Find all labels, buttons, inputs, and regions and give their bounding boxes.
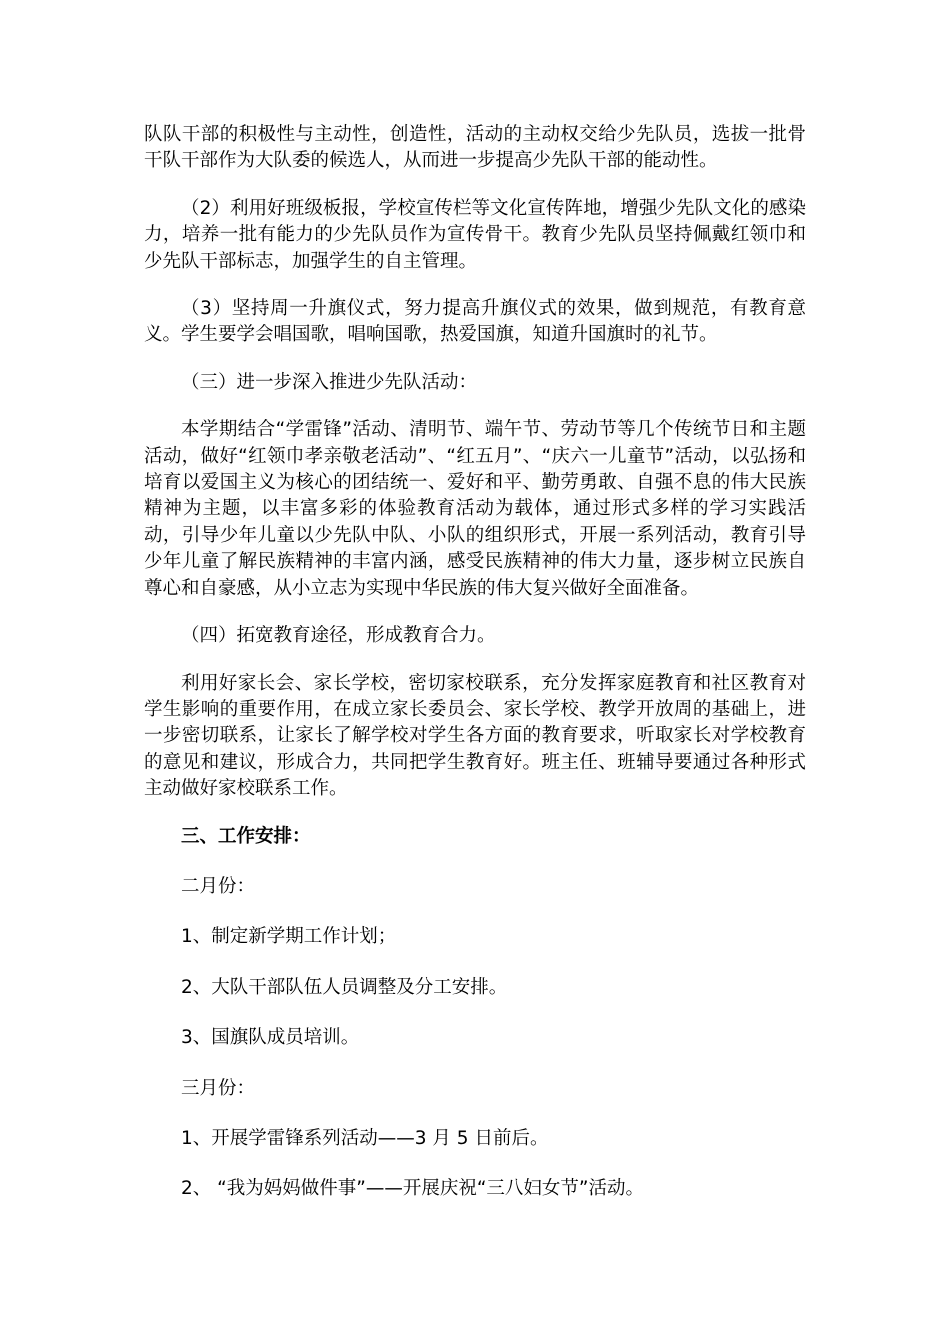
list-item: 3、国旗队成员培训。 xyxy=(181,1027,360,1049)
list-item: 1、开展学雷锋系列活动——3 月 5 日前后。 xyxy=(181,1127,549,1149)
paragraph-continuation: 队队干部的积极性与主动性，创造性，活动的主动权交给少先队员，选拔一批骨干队干部作为大队委的候选人，从而进一步提高少先队干部的能动性。 xyxy=(144,124,806,172)
paragraph-item-2: （2）利用好班级板报，学校宣传栏等文化宣传阵地，增强少先队文化的感染力，培养一批有能力的少先队员作为宣传骨干。教育少先队员坚持佩戴红领巾和少先队干部标志，加强学生的自主管理。 xyxy=(144,197,806,272)
list-item: 2、大队干部队伍人员调整及分工安排。 xyxy=(181,976,508,998)
month-heading-march: 三月份： xyxy=(181,1077,256,1099)
list-item: 1、制定新学期工作计划； xyxy=(181,926,397,948)
document-page xyxy=(144,122,806,1203)
section-heading-4: （四）拓宽教育途径，形成教育合力。 xyxy=(181,625,496,647)
list-item: 2、 “我为妈妈做件事”——开展庆祝“三八妇女节”活动。 xyxy=(181,1178,644,1200)
paragraph-item-3: （3）坚持周一升旗仪式，努力提高升旗仪式的效果，做到规范，有教育意义。学生要学会唱国歌，唱响国歌，热爱国旗，知道升国旗时的礼节。 xyxy=(144,298,806,346)
month-heading-february: 二月份： xyxy=(181,875,256,897)
section-heading-work-schedule: 三、工作安排： xyxy=(181,825,311,847)
paragraph-home-school: 利用好家长会、家长学校，密切家校联系，充分发挥家庭教育和社区教育对学生影响的重要作用，在成立家长委员会、家长学校、教学开放周的基础上，进一步密切联系，让家长了解学校对学生各方面的教育要求，听取家长对学校教育的意见和建议，形成合力，共同把学生教育好。班主任、班辅导要通过各种形式主动做好家校联系工作。 xyxy=(144,672,806,800)
section-heading-3: （三）进一步深入推进少先队活动： xyxy=(181,371,478,393)
paragraph-activities: 本学期结合“学雷锋”活动、清明节、端午节、劳动节等几个传统节日和主题活动，做好“红领巾孝亲敬老活动”、“红五月”、“庆六一儿童节”活动，以弘扬和培育以爱国主义为核心的团结统一、爱好和平、勤劳勇敢、自强不息的伟大民族精神为主题，以丰富多彩的体验教育活动为载体，通过形式多样的学习实践活动，引导少年儿童以少先队中队、小队的组织形式，开展一系列活动，教育引导少年儿童了解民族精神的丰富内涵，感受民族精神的伟大力量，逐步树立民族自尊心和自豪感，从小立志为实现中华民族的伟大复兴做好全面准备。 xyxy=(144,419,806,599)
